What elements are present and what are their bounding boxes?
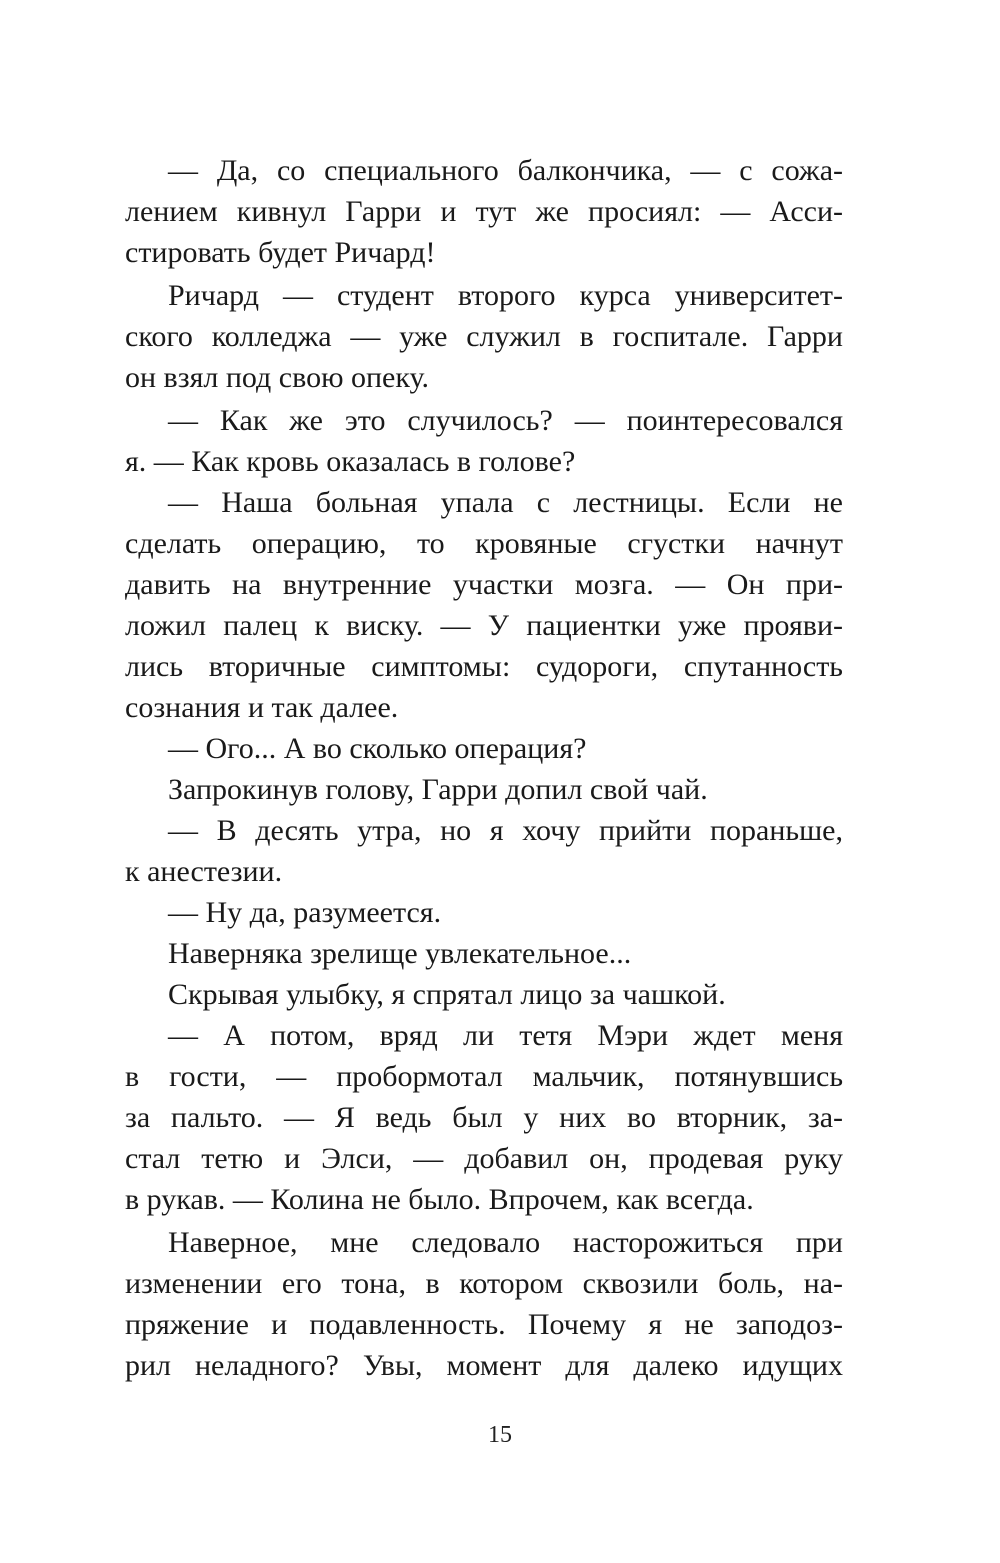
text-line: — В десять утра, но я хочу прийти пораньше, xyxy=(168,814,843,847)
text-line: — Как же это случилось? — поинтересовался xyxy=(168,404,843,437)
text-line: — Ну да, разумеется. xyxy=(168,896,442,929)
text-line: Скрывая улыбку, я спрятал лицо за чашкой. xyxy=(168,978,726,1011)
body-text xyxy=(125,150,843,1386)
text-line: он взял под свою опеку. xyxy=(125,361,429,394)
text-line: — Да, со специального балкончика, — с сожа- xyxy=(168,154,843,187)
text-line: Запрокинув голову, Гарри допил свой чай. xyxy=(168,773,708,806)
text-line: сознания и так далее. xyxy=(125,691,399,724)
text-line: — А потом, вряд ли тетя Мэри ждет меня xyxy=(168,1019,843,1052)
text-line: рил неладного? Увы, момент для далеко идущих xyxy=(125,1349,843,1382)
text-line: Наверное, мне следовало насторожиться при xyxy=(168,1226,843,1259)
text-line: пряжение и подавленность. Почему я не заподоз- xyxy=(125,1308,843,1341)
text-line: лением кивнул Гарри и тут же просиял: — Асси- xyxy=(125,195,843,228)
text-line: в рукав. — Колина не было. Впрочем, как всегда. xyxy=(125,1183,754,1216)
text-line: стировать будет Ричард! xyxy=(125,236,436,269)
text-line: — Ого... А во сколько операция? xyxy=(168,732,587,765)
text-line: давить на внутренние участки мозга. — Он при- xyxy=(125,568,843,601)
page-number: 15 xyxy=(488,1422,512,1448)
text-line: в гости, — пробормотал мальчик, потянувшись xyxy=(125,1060,843,1093)
text-line: лись вторичные симптомы: судороги, спутанность xyxy=(125,650,843,683)
text-line: за пальто. — Я ведь был у них во вторник, за- xyxy=(125,1101,843,1134)
text-line: сделать операцию, то кровяные сгустки начнут xyxy=(125,527,843,560)
text-line: изменении его тона, в котором сквозили боль, на- xyxy=(125,1267,843,1300)
text-line: — Наша больная упала с лестницы. Если не xyxy=(168,486,843,519)
text-line: ложил палец к виску. — У пациентки уже прояви- xyxy=(125,609,843,642)
text-line: я. — Как кровь оказалась в голове? xyxy=(125,445,576,478)
text-line: к анестезии. xyxy=(125,855,283,888)
text-line: стал тетю и Элси, — добавил он, продевая руку xyxy=(125,1142,843,1175)
text-line: ского колледжа — уже служил в госпитале. Гарри xyxy=(125,320,843,353)
text-line: Ричард — студент второго курса университет- xyxy=(168,279,843,312)
text-line: Наверняка зрелище увлекательное... xyxy=(168,937,632,970)
